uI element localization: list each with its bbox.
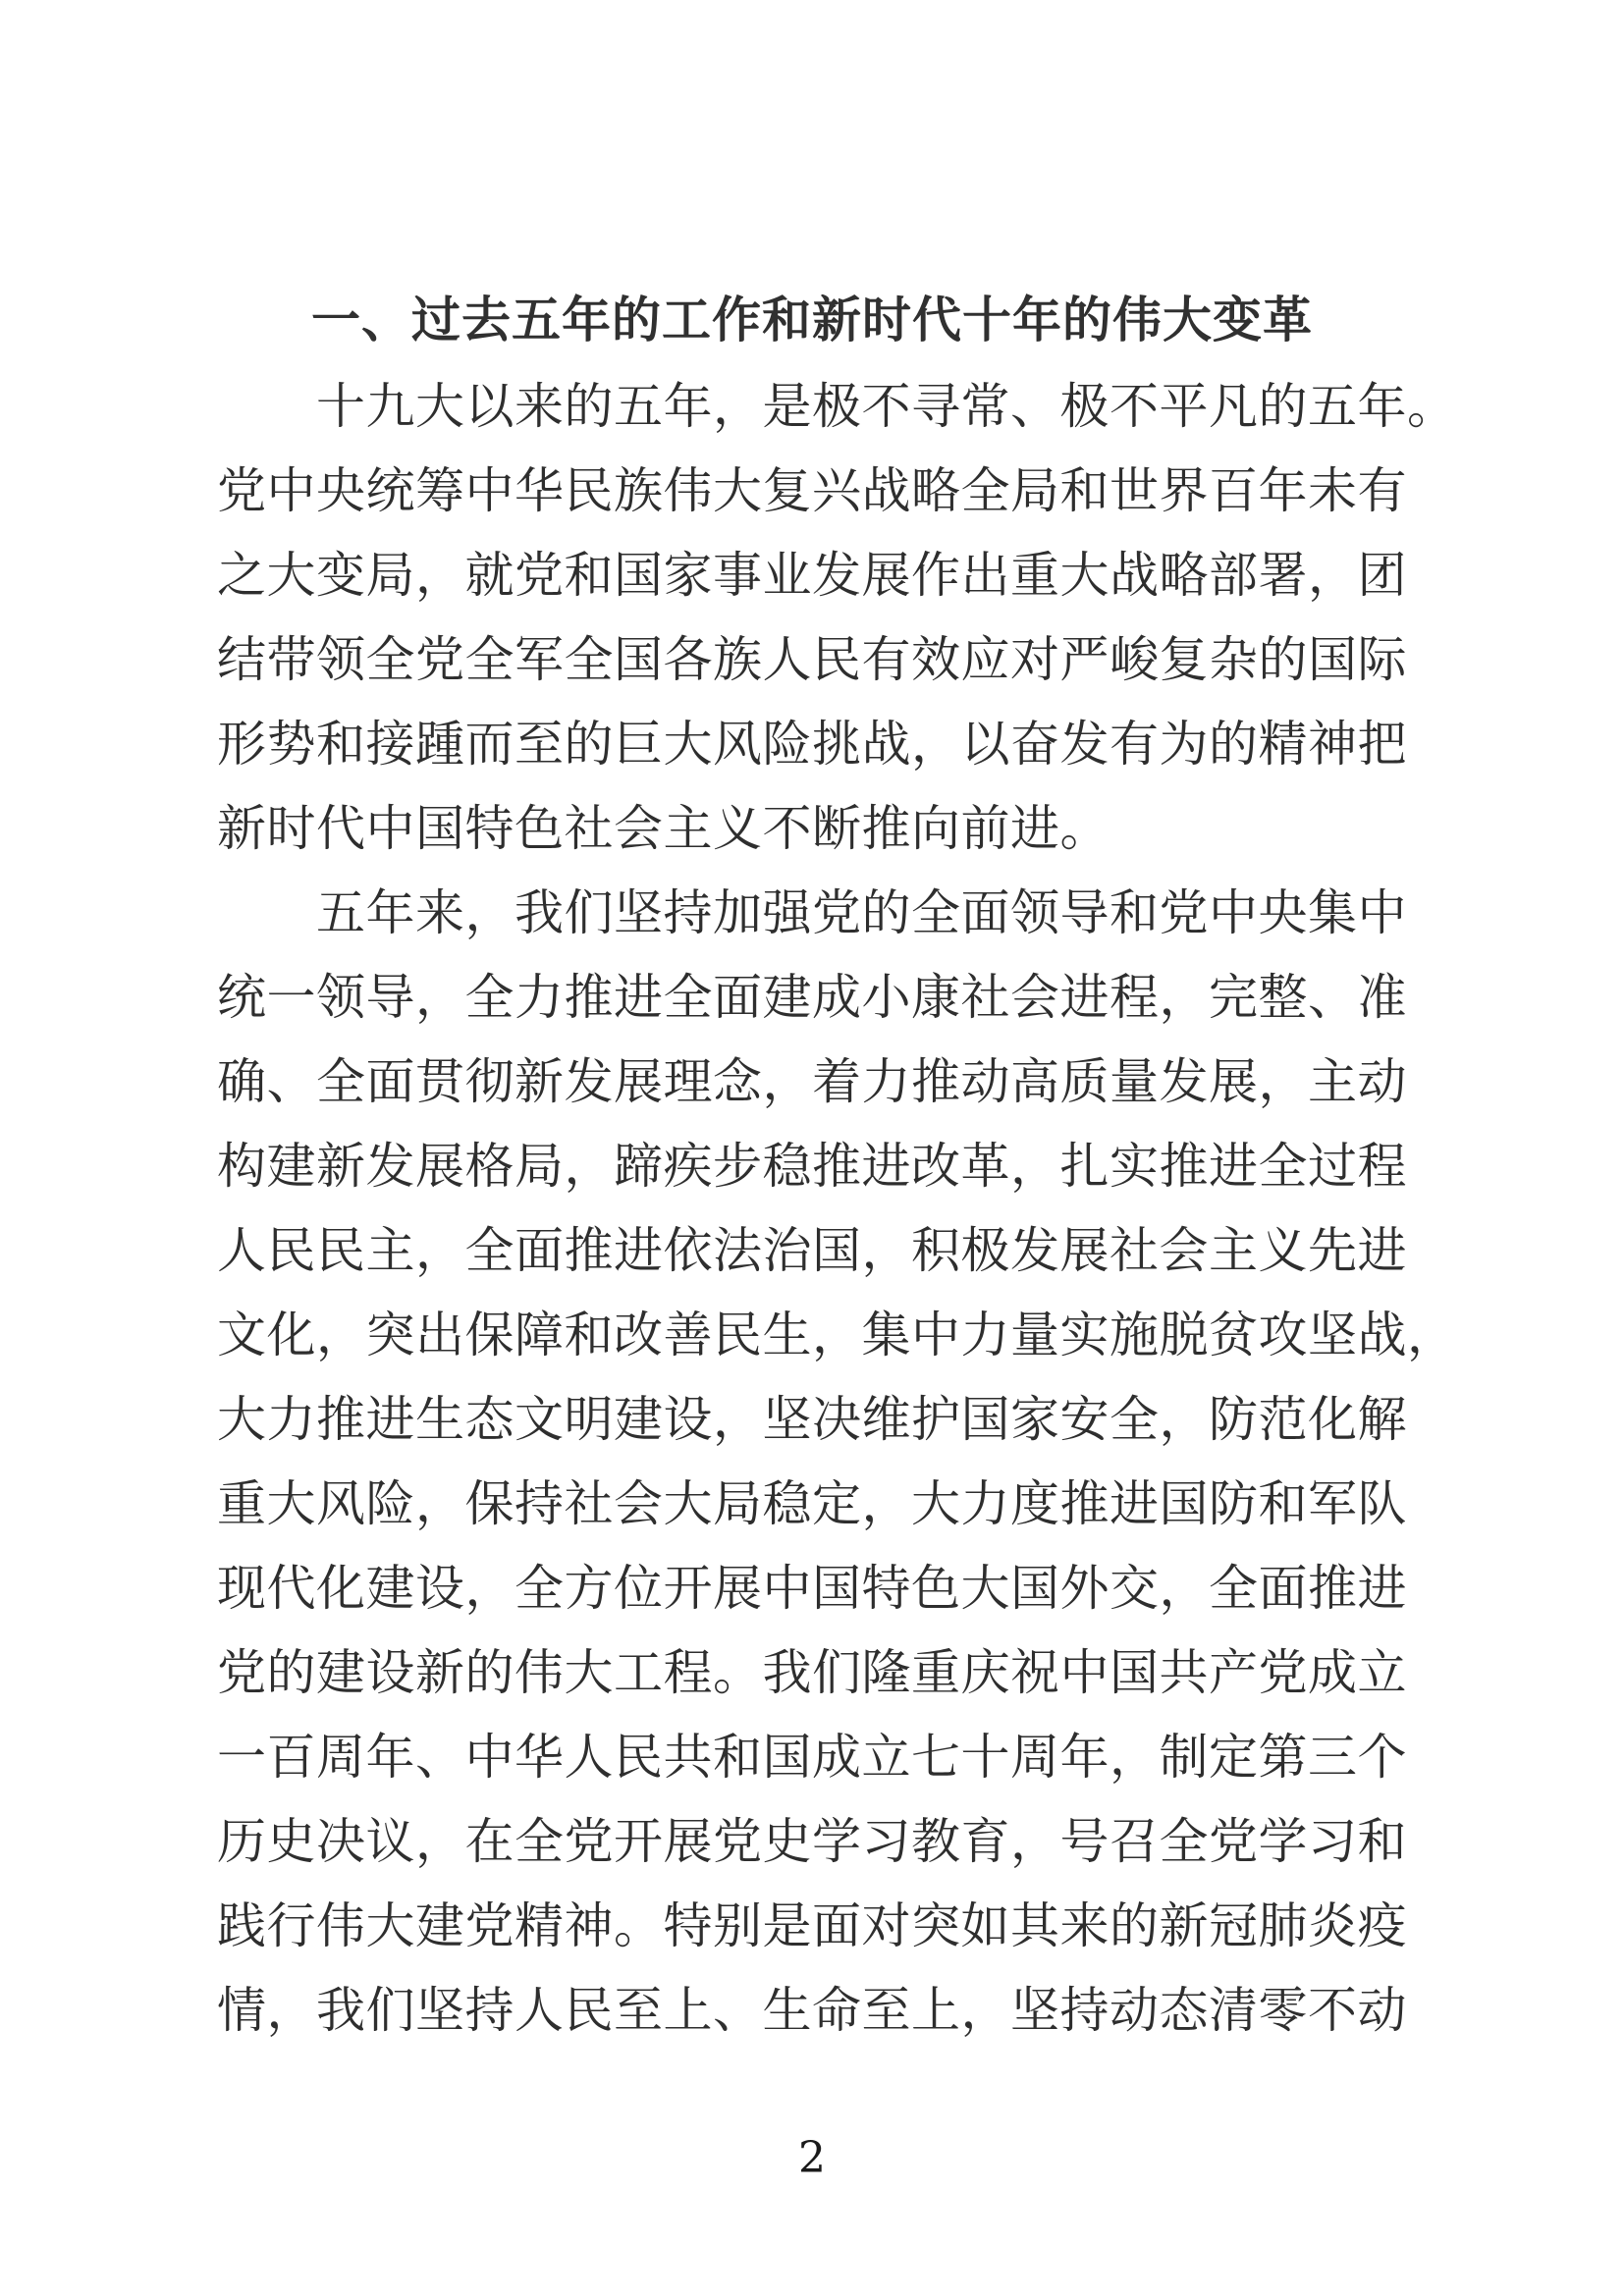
text-line: 五年来，我们坚持加强党的全面领导和党中央集中	[316, 884, 1407, 941]
text-line: 党的建设新的伟大工程。我们隆重庆祝中国共产党成立	[217, 1644, 1407, 1701]
paragraph	[217, 871, 1457, 2053]
paragraph	[217, 364, 1457, 871]
text-line: 统一领导，全力推进全面建成小康社会进程，完整、准	[217, 969, 1407, 1026]
text-line: 现代化建设，全方位开展中国特色大国外交，全面推进	[217, 1560, 1407, 1617]
text-line: 确、全面贯彻新发展理念，着力推动高质量发展，主动	[217, 1053, 1407, 1110]
page-number: 2	[798, 2133, 826, 2183]
text-line: 新时代中国特色社会主义不断推向前进。	[217, 800, 1110, 857]
text-line: 历史决议，在全党开展党史学习教育，号召全党学习和	[217, 1813, 1407, 1870]
document-body	[217, 364, 1457, 2053]
text-line: 十九大以来的五年，是极不寻常、极不平凡的五年。	[316, 378, 1457, 435]
text-line: 之大变局，就党和国家事业发展作出重大战略部署，团	[217, 547, 1407, 604]
text-line: 大力推进生态文明建设，坚决维护国家安全，防范化解	[217, 1391, 1407, 1448]
text-line: 践行伟大建党精神。特别是面对突如其来的新冠肺炎疫	[217, 1897, 1407, 1954]
text-line: 文化，突出保障和改善民生，集中力量实施脱贫攻坚战，	[217, 1307, 1457, 1363]
text-line: 结带领全党全军全国各族人民有效应对严峻复杂的国际	[217, 631, 1407, 688]
text-line: 党中央统筹中华民族伟大复兴战略全局和世界百年未有	[217, 462, 1407, 519]
text-line: 一百周年、中华人民共和国成立七十周年，制定第三个	[217, 1729, 1407, 1786]
text-line: 人民民主，全面推进依法治国，积极发展社会主义先进	[217, 1222, 1407, 1279]
text-line: 构建新发展格局，蹄疾步稳推进改革，扎实推进全过程	[217, 1138, 1407, 1195]
text-line: 重大风险，保持社会大局稳定，大力度推进国防和军队	[217, 1475, 1407, 1532]
text-line: 形势和接踵而至的巨大风险挑战，以奋发有为的精神把	[217, 716, 1407, 773]
section-heading: 一、过去五年的工作和新时代十年的伟大变革	[311, 292, 1313, 348]
text-line: 情，我们坚持人民至上、生命至上，坚持动态清零不动	[217, 1982, 1407, 2039]
